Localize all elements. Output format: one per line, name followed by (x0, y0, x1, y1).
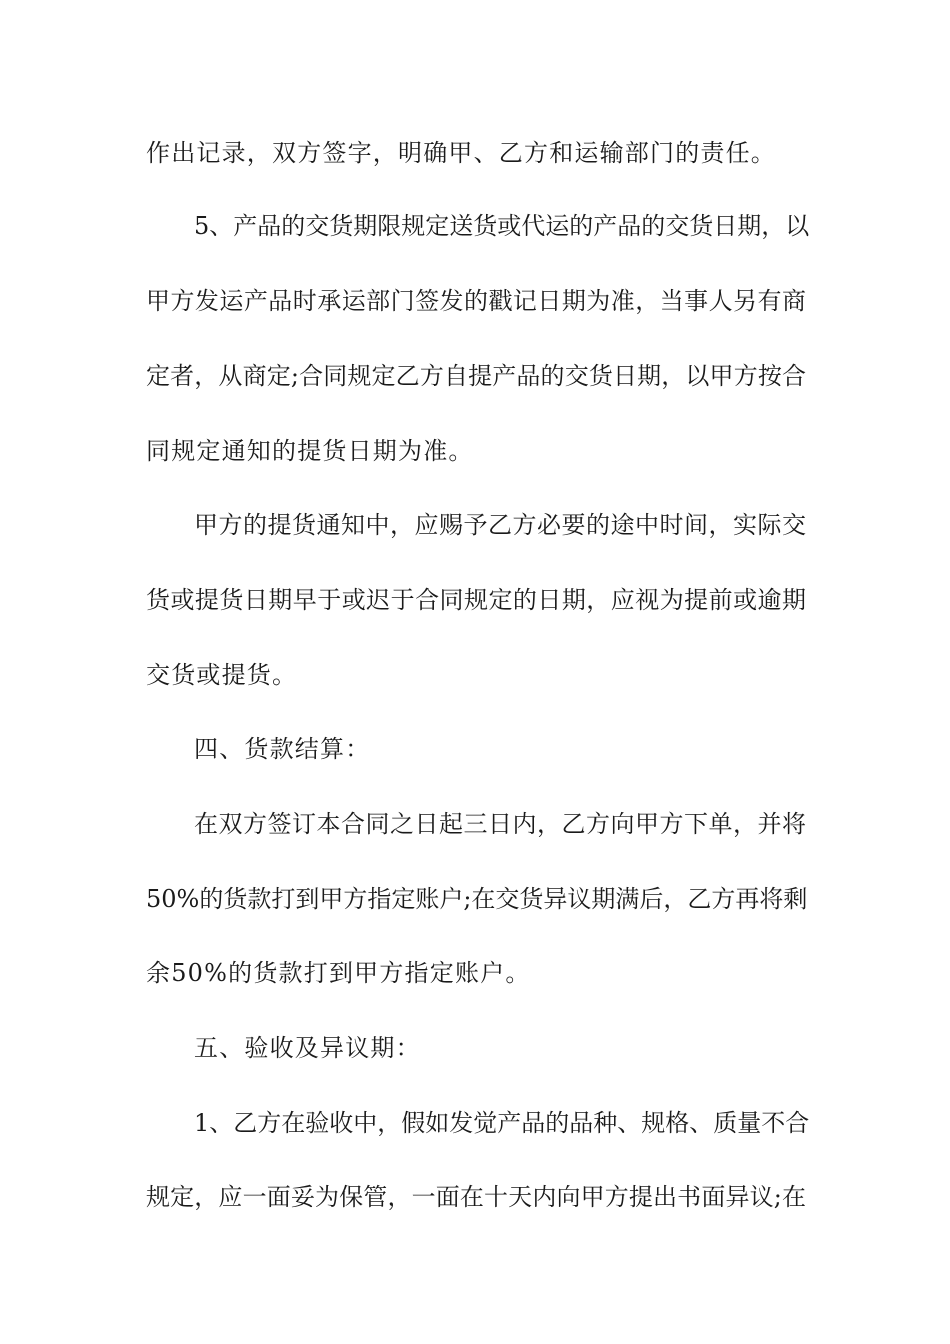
text-line: 交货或提货。 (146, 661, 298, 689)
text-line: 50%的货款打到甲方指定账户;在交货异议期满后，乙方再将剩 (146, 885, 808, 913)
text-line: 1、乙方在验收中，假如发觉产品的品种、规格、质量不合 (194, 1109, 810, 1137)
section-heading: 四、货款结算： (194, 735, 371, 763)
text-line: 在双方签订本合同之日起三日内，乙方向甲方下单，并将 (194, 810, 806, 838)
text-line: 作出记录，双方签字，明确甲、乙方和运输部门的责任。 (146, 139, 776, 167)
section-heading: 五、验收及异议期： (194, 1034, 421, 1062)
text-line: 规定，应一面妥为保管，一面在十天内向甲方提出书面异议;在 (146, 1183, 806, 1211)
text-line: 余50%的货款打到甲方指定账户。 (146, 959, 531, 987)
text-line: 5、产品的交货期限规定送货或代运的产品的交货日期，以 (194, 212, 810, 240)
text-line: 甲方发运产品时承运部门签发的戳记日期为准，当事人另有商 (146, 287, 806, 315)
text-line: 甲方的提货通知中，应赐予乙方必要的途中时间，实际交 (194, 511, 806, 539)
text-line: 定者，从商定;合同规定乙方自提产品的交货日期，以甲方按合 (146, 362, 806, 390)
text-line: 货或提货日期早于或迟于合同规定的日期，应视为提前或逾期 (146, 586, 806, 614)
text-line: 同规定通知的提货日期为准。 (146, 437, 474, 465)
